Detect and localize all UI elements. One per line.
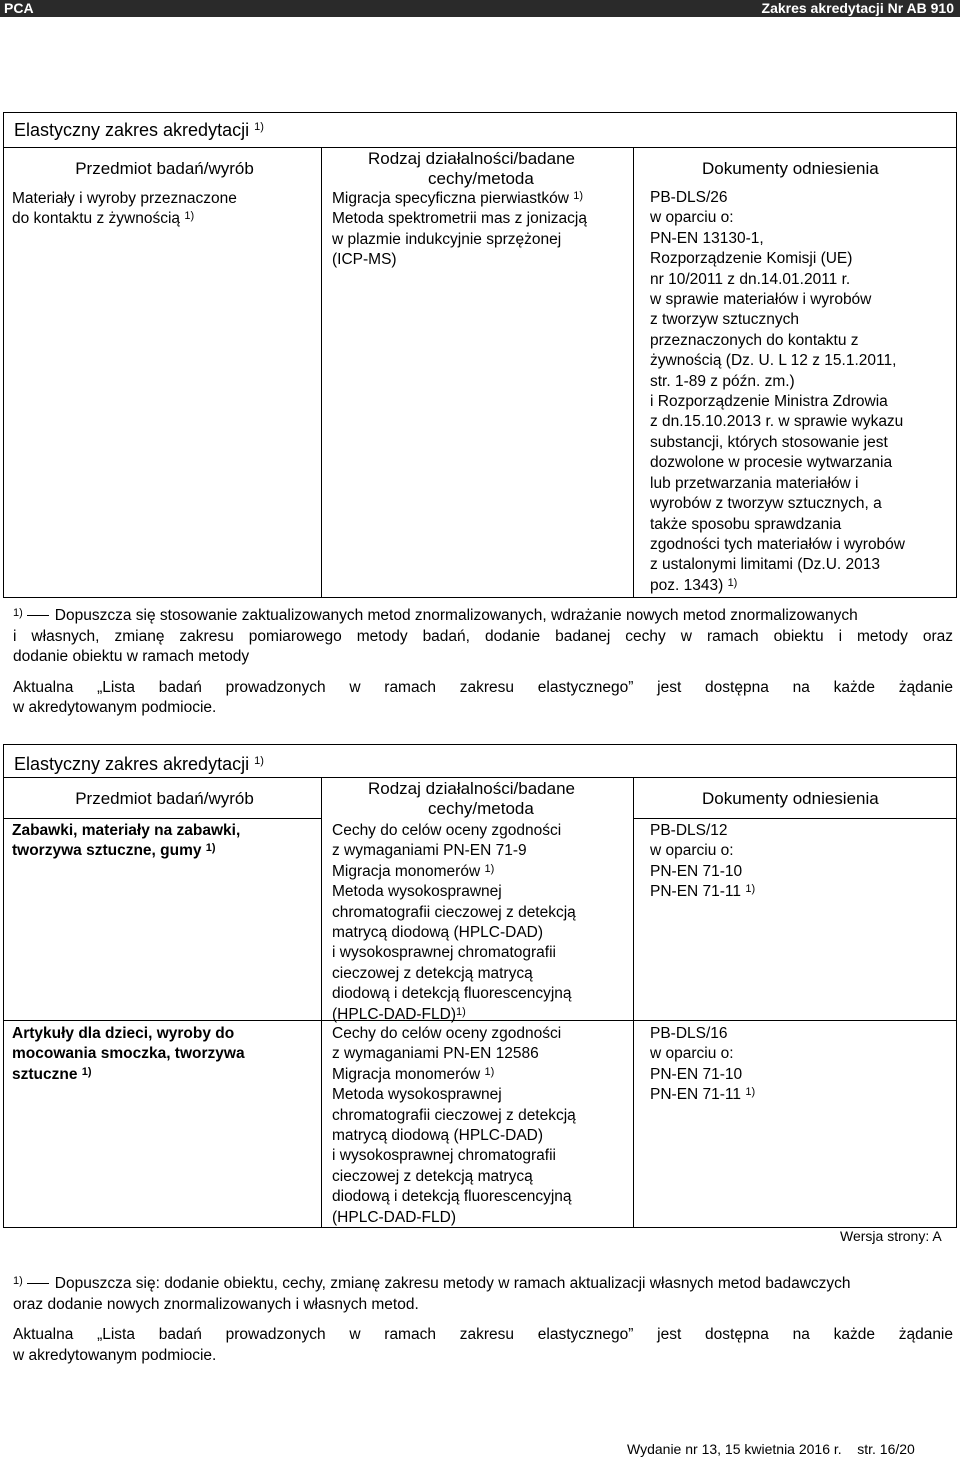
- cell-line: Cechy do celów oceny zgodności: [332, 822, 562, 839]
- col3-header: Dokumenty odniesienia: [702, 789, 879, 808]
- cell-line: w oparciu o:: [650, 209, 734, 227]
- note-1-text: i własnych, zmianę zakresu pomiarowego metody badań, dodanie badanej cechy w ramach obiektu i metody oraz: [13, 627, 953, 645]
- note-2-text: $^{1)}$ Dopuszcza się: dodanie obiektu, cechy, zmianę zakresu metody w ramach aktualizacji własnych metod badawczych: [13, 1275, 851, 1292]
- accreditation-table-2: [3, 744, 957, 1228]
- method-line: Metoda spektrometrii mas z jonizacją: [332, 210, 587, 228]
- cell-line: żywnością (Dz. U. L 12 z 15.1.2011,: [650, 352, 897, 370]
- cell-line: str. 1-89 z późn. zm.): [650, 372, 795, 390]
- cell-line: przeznaczonych do kontaktu z: [650, 331, 859, 349]
- availability-note: w akredytowanym podmiocie.: [13, 699, 217, 716]
- cell-line: PB-DLS/12: [650, 822, 728, 839]
- cell-line: matrycą diodową (HPLC-DAD): [332, 1127, 544, 1145]
- col1-header: Przedmiot badań/wyrób: [75, 159, 254, 178]
- cell-line: matrycą diodową (HPLC-DAD): [332, 924, 544, 942]
- cell-line: z dn.15.10.2013 r. w sprawie wykazu: [650, 413, 904, 431]
- table-1-title: Elastyczny zakres akredytacji $^{1)}$: [14, 120, 264, 140]
- table-1-col2: [332, 149, 630, 271]
- method-line: (ICP-MS): [332, 251, 397, 269]
- method-line: Migracja specyficzna pierwiastków $^{1)}$: [332, 190, 583, 207]
- cell-line: PB-DLS/16: [650, 1025, 728, 1042]
- cell-line: Migracja monomerów $^{1)}$: [332, 1065, 495, 1083]
- cell-line: i Rozporządzenie Ministra Zdrowia: [650, 393, 888, 411]
- subject-line: Materiały i wyroby przeznaczone: [12, 190, 237, 207]
- availability-note: Aktualna „Lista badań prowadzonych w ramach zakresu elastycznego” jest dostępna na każde żądanie: [13, 678, 953, 696]
- cell-line: PN-EN 71-10: [650, 1065, 743, 1083]
- row-1-subject: Zabawki, materiały na zabawki, tworzywa sztuczne, gumy $^{1)}$: [12, 822, 241, 860]
- header-doc-title: Zakres akredytacji Nr AB 910: [761, 0, 954, 16]
- cell-line: w sprawie materiałów i wyrobów: [650, 291, 872, 309]
- cell-line: zgodności tych materiałów i wyrobów: [650, 535, 905, 553]
- cell-line: PN-EN 71-11 $^{1)}$: [650, 883, 756, 901]
- note-2-text: oraz dodanie nowych znormalizowanych i własnych metod.: [13, 1295, 419, 1313]
- col2-header: Rodzaj działalności/badane cechy/metoda: [368, 779, 575, 818]
- note-1-text: dodanie obiektu w ramach metody: [13, 648, 250, 665]
- table-2-title: Elastyczny zakres akredytacji $^{1)}$: [14, 754, 264, 774]
- cell-line: nr 10/2011 z dn.14.01.2011 r.: [650, 270, 851, 288]
- cell-line: (HPLC-DAD-FLD): [332, 1208, 456, 1226]
- header-org: PCA: [4, 0, 34, 16]
- cell-line: lub przetwarzania materiałów i: [650, 474, 859, 492]
- cell-line: poz. 1343) $^{1)}$: [650, 576, 738, 594]
- cell-line: substancji, których stosowanie jest: [650, 433, 888, 451]
- cell-line: z wymaganiami PN-EN 71-9: [332, 842, 527, 860]
- page-footer: Wydanie nr 13, 15 kwietnia 2016 r. str. 16/20: [627, 1441, 915, 1457]
- cell-line: także sposobu sprawdzania: [650, 515, 842, 533]
- cell-line: diodową i detekcją fluorescencyjną: [332, 985, 572, 1003]
- divider: [633, 818, 956, 819]
- cell-line: w oparciu o:: [650, 842, 734, 860]
- cell-line: diodową i detekcją fluorescencyjną: [332, 1188, 572, 1206]
- divider: [633, 147, 634, 597]
- cell-line: z ustalonymi limitami (Dz.U. 2013: [650, 556, 880, 574]
- divider: [321, 777, 322, 1227]
- divider: [4, 777, 956, 778]
- accreditation-table-1: [3, 112, 957, 598]
- page-header: [0, 0, 960, 17]
- cell-line: w oparciu o:: [650, 1045, 734, 1063]
- cell-line: z tworzyw sztucznych: [650, 311, 800, 329]
- availability-note: Aktualna „Lista badań prowadzonych w ramach zakresu elastycznego” jest dostępna na każde żądanie: [13, 1326, 953, 1343]
- cell-line: Metoda wysokosprawnej: [332, 883, 502, 901]
- cell-line: chromatografii cieczowej z detekcją: [332, 903, 576, 921]
- row-1-documents: [650, 821, 955, 903]
- cell-line: Rozporządzenie Komisji (UE): [650, 250, 853, 268]
- availability-note: w akredytowanym podmiocie.: [13, 1346, 217, 1364]
- cell-line: PN-EN 13130-1,: [650, 229, 764, 247]
- page-version: Wersja strony: A: [840, 1228, 942, 1244]
- cell-line: cieczowej z detekcją matrycą: [332, 1167, 533, 1185]
- method-line: w plazmie indukcyjnie sprzężonej: [332, 230, 562, 248]
- row-2-documents: [650, 1024, 955, 1106]
- row-2-method: [332, 1024, 630, 1228]
- cell-line: PN-EN 71-11 $^{1)}$: [650, 1086, 756, 1104]
- table-1-col3: [650, 149, 955, 596]
- divider: [4, 818, 321, 819]
- cell-line: (HPLC-DAD-FLD)$^{1)}$: [332, 1005, 466, 1023]
- cell-line: wyrobów z tworzyw sztucznych, a: [650, 495, 882, 513]
- note-2: [13, 1274, 953, 1366]
- cell-line: cieczowej z detekcją matrycą: [332, 964, 533, 982]
- note-1: [13, 606, 953, 719]
- col2-header: Rodzaj działalności/badane cechy/metoda: [368, 149, 575, 188]
- divider: [4, 147, 956, 148]
- cell-line: PN-EN 71-10: [650, 862, 743, 880]
- col3-header: Dokumenty odniesienia: [702, 159, 879, 178]
- cell-line: dozwolone w procesie wytwarzania: [650, 454, 893, 472]
- cell-line: Metoda wysokosprawnej: [332, 1086, 502, 1104]
- cell-line: Cechy do celów oceny zgodności: [332, 1025, 562, 1042]
- divider: [633, 777, 634, 1227]
- cell-line: i wysokosprawnej chromatografii: [332, 944, 556, 962]
- subject-line: do kontaktu z żywnością $^{1)}$: [12, 210, 195, 228]
- cell-line: PB-DLS/26: [650, 189, 728, 206]
- cell-line: z wymaganiami PN-EN 12586: [332, 1045, 539, 1063]
- table-1-col1: [12, 149, 317, 230]
- col1-header: Przedmiot badań/wyrób: [75, 789, 254, 808]
- row-2-subject: Artykuły dla dzieci, wyroby do mocowania smoczka, tworzywa sztuczne $^{1)}$: [12, 1025, 245, 1083]
- cell-line: Migracja monomerów $^{1)}$: [332, 862, 495, 880]
- row-1-method: [332, 821, 630, 1025]
- divider: [321, 147, 322, 597]
- cell-line: chromatografii cieczowej z detekcją: [332, 1106, 576, 1124]
- note-1-text: $^{1)}$ Dopuszcza się stosowanie zaktualizowanych metod znormalizowanych, wdrażanie nowych metod znormalizowanych: [13, 607, 858, 624]
- cell-line: i wysokosprawnej chromatografii: [332, 1147, 556, 1165]
